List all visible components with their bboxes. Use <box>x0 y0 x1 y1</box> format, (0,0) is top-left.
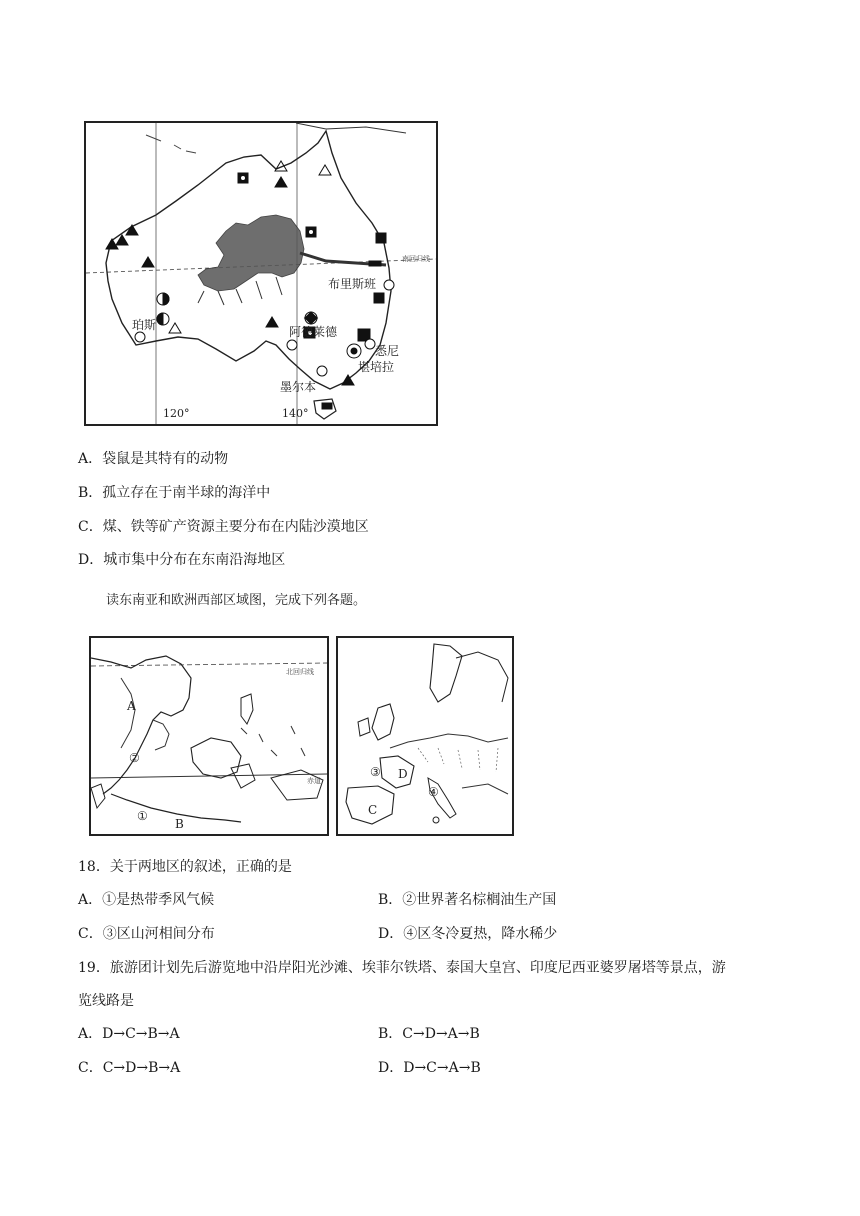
q19-option-d: D．D→C→A→B <box>378 1060 481 1076</box>
region-label-1: ① <box>137 809 148 823</box>
longitude-label-120: 120° <box>163 407 190 420</box>
city-label-melbourne: 墨尔本 <box>280 380 317 394</box>
kangaroo-illustration <box>198 215 386 305</box>
equator-label: 赤道 <box>307 777 321 785</box>
q18-option-a: A．①是热带季风气候 <box>78 892 215 908</box>
region-label-2: ② <box>129 751 140 765</box>
q17-option-d: D．城市集中分布在东南沿海地区 <box>78 552 286 568</box>
tropic-of-capricorn-label: 南回归线 <box>402 255 430 263</box>
city-label-sydney: 悉尼 <box>375 344 400 358</box>
region-label-4: ④ <box>428 785 439 799</box>
q19-option-b: B．C→D→A→B <box>378 1026 480 1042</box>
region-label-3: ③ <box>370 765 381 779</box>
q19-option-c: C．C→D→B→A <box>78 1060 181 1076</box>
q19-stem-line1: 19．旅游团计划先后游览地中沿岸阳光沙滩、埃菲尔铁塔、泰国大皇宫、印度尼西亚婆罗屠塔等景点，游 <box>78 960 726 976</box>
longitude-label-140: 140° <box>282 407 309 420</box>
city-label-perth: 珀斯 <box>132 318 157 332</box>
city-label-canberra: 堪培拉 <box>358 360 395 374</box>
q18-stem: 18．关于两地区的叙述，正确的是 <box>78 859 292 875</box>
tropic-of-cancer-label: 北回归线 <box>286 668 314 676</box>
city-label-adelaide: 阿德莱德 <box>289 325 338 339</box>
q19-stem-line2: 览线路是 <box>78 993 134 1009</box>
australia-map <box>84 121 438 426</box>
city-label-brisbane: 布里斯班 <box>328 277 377 291</box>
q18-option-d: D．④区冬冷夏热，降水稀少 <box>378 926 558 942</box>
q17-option-a: A．袋鼠是其特有的动物 <box>78 451 229 467</box>
europe-map <box>336 636 514 836</box>
southeast-asia-map <box>89 636 329 836</box>
q19-option-a: A．D→C→B→A <box>78 1026 180 1042</box>
region-label-c: C <box>368 803 378 817</box>
q18-option-b: B．②世界著名棕榈油生产国 <box>378 892 557 908</box>
section-intro: 读东南亚和欧洲西部区域图，完成下列各题。 <box>106 593 367 608</box>
region-label-b: B <box>175 817 184 831</box>
q18-option-c: C．③区山河相间分布 <box>78 926 215 942</box>
q17-option-b: B．孤立存在于南半球的海洋中 <box>78 485 271 501</box>
region-label-d: D <box>398 767 408 781</box>
australia-map-drawing <box>86 123 436 424</box>
q17-option-c: C．煤、铁等矿产资源主要分布在内陆沙漠地区 <box>78 519 369 535</box>
city-markers <box>135 277 394 376</box>
region-label-a: A <box>127 699 136 713</box>
europe-drawing <box>338 638 512 834</box>
